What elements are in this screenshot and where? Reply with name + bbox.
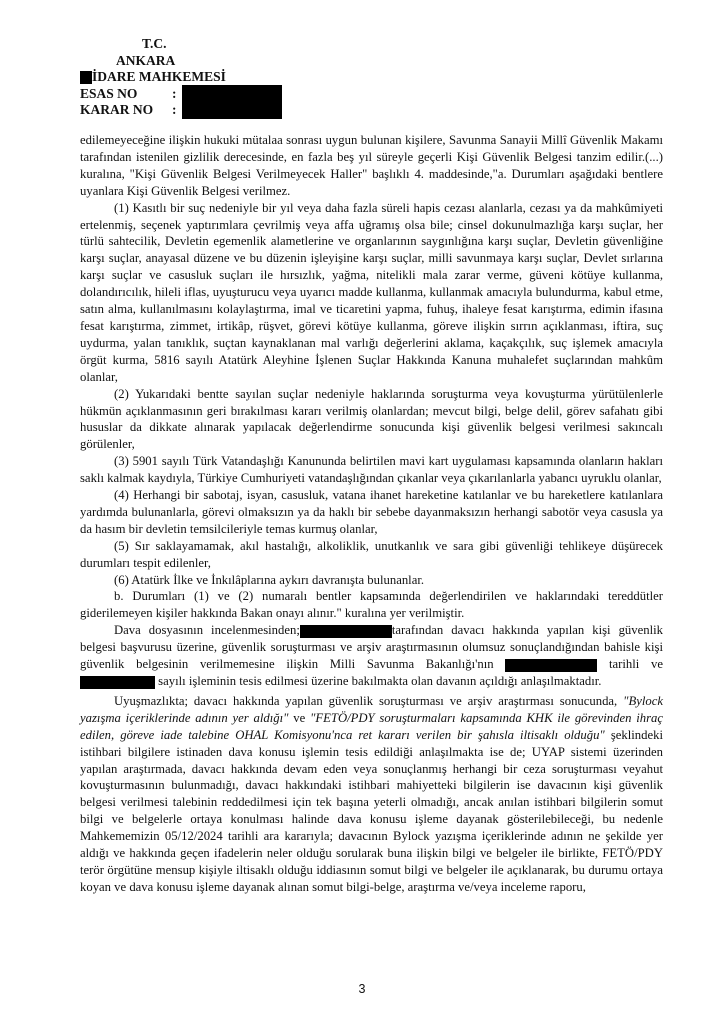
text-span: ve [293, 710, 306, 725]
redaction-block [80, 71, 92, 84]
paragraph: (6) Atatürk İlke ve İnkılâplarına aykırı davranışta bulunanlar. [114, 572, 425, 587]
text-span: tarafından davacı hakkında yapılan kişi güvenlik belgesi başvurusu üzerine, güvenlik soruşturması ve arşiv araştırmasının olumsuz sonuçlandığından bahisle kişi güvenlik belgesinin verilmemesine ilişkin Milli Savunma Bakanlığı'nın [80, 623, 663, 672]
paragraph [80, 693, 663, 896]
redaction-block [182, 85, 282, 102]
redaction-block [300, 625, 392, 638]
redaction-block [80, 676, 155, 689]
text-span: Uyuşmazlıkta; davacı hakkında yapılan güvenlik soruşturması ve arşiv araştırması sonucunda, [114, 693, 618, 708]
paragraph: edilemeyeceğine ilişkin hukuki mütalaa sonrası uygun bulunan kişilere, Savunma Sanayii Millî Güvenlik Makamı tarafından istenilen gizlilik derecesinde, en fazla beş yıl süreyle geçerli Kişi Güvenlik Belgesi tanzim edilir.(...) kuralına, "Kişi Güvenlik Belgesi Verilmeyecek Haller" başlıklı 4. maddesinde,"a. Durumları aşağıdaki bentlere uyanlara Kişi Güvenlik Belgesi verilmez. [80, 133, 663, 198]
text-span: sayılı işleminin tesis edilmesi üzerine bakılmakta olan davanın açıldığı anlaşılmaktadır. [158, 674, 602, 688]
redaction-block [505, 659, 597, 672]
karar-colon: : [172, 102, 177, 117]
paragraph: (4) Herhangi bir sabotaj, isyan, casusluk, vatana ihanet hareketine katılanlar ve bu hareketlere katılanlara yardımda bulunanlarla, görevi olmaksızın ya da haklı bir sebebe dayanmaksızın herhangi sabotör veya casusla ya da hasım bir devletin temsilcileriyle temas kurmuş olanlar, [80, 488, 663, 536]
paragraph: (3) 5901 sayılı Türk Vatandaşlığı Kanununda belirtilen mavi kart uygulaması kapsamında olanların hakları saklı kalmak kaydıyla, Türkiye Cumhuriyeti vatandaşlığından çıkanlar veya çıkarılanlarla yabancı uyruklu olanlar, [80, 454, 663, 486]
karar-label: KARAR NO [80, 102, 154, 117]
document-body [80, 132, 663, 896]
paragraph: (1) Kasıtlı bir suç nedeniyle bir yıl veya daha fazla süreli hapis cezası alanlarla, cezası ya da mahkûmiyeti ertelenmiş, seçenek yaptırımlara çevrilmiş veya affa uğramış olsa bile; cinsel dokunulmazlığa karşı suçlar, her türlü sahtecilik, Devletin egemenlik alametlerine ve organlarının saygınlığına karşı suçlar, Devletin güvenliğine karşı suçlar, anayasal düzene ve bu düzenin işleyişine karşı suçlar, milli savunmaya karşı suçlar, Devlet sırlarına karşı suçlar ve casusluk suçları ile hırsızlık, yağma, nitelikli mala zarar verme, güveni kötüye kullanma, dolandırıcılık, hileli iflas, uyuşturucu veya uyarıcı madde kullanma, kullanmak amacıyla bulundurma, kabul etme, satın alma, kullanılmasını kolaylaştırma, imal ve ticaretini yapma, fuhuş, ihaleye fesat karıştırma, edimin ifasına fesat karıştırma, zimmet, irtikâp, rüşvet, görevi kötüye kullanma, göreve ilişkin sırrın açıklanması, iftira, suç uydurma, yalan tanıklık, suçtan kaynaklanan mal varlığı değerlerini aklama, kaçakçılık, suç işlemek amacıyla örgüt kurma, 5816 sayılı Atatürk Aleyhine İşlenen Suçlar Hakkında Kanuna muhalefet suçlarından mahkûm olanlar, [80, 200, 663, 384]
text-span: Dava dosyasının incelenmesinden; [114, 623, 300, 638]
page-number: 3 [358, 982, 366, 996]
text-span: tarihli ve [609, 657, 663, 672]
paragraph: (2) Yukarıdaki bentte sayılan suçlar nedeniyle haklarında soruşturma veya kovuşturma yürütülenlerle hükmün açıklanmasının geri bırakılması kararı verilmiş olanlardan; mevcut bilgi, belge delil, görev safahatı gibi hususlar da dikkate alınarak yapılacak değerlendirme sonucunda kişi güvenlik belgesi verilmesi sakıncalı görülenler, [80, 386, 663, 452]
header-city: ANKARA [116, 52, 176, 68]
text-span: şeklindeki istihbari bilgilere istinaden dava konusu işlemin tesis edildiği anlaşılmakta ise de; UYAP sistemi üzerinden yapılan araştırmada, davacı hakkında devam eden veya sonuçlanmış herhangi bir ceza soruşturması veyahut kovuşturmasının bulunmadığı, davacı hakkındaki istihbari mahiyetteki bilgilerin ise davacının kişi güvenlik belgesi verilmesi talebinin reddedilmesi için tek başına yeterli olmadığı, ancak anılan istihbari bilgilerin somut bilgi ve belgelerle ortaya konulması halinde dava konusu işleme dayanak gösterilebileceği, bu nedenle Mahkememizin 05/12/2024 tarihli ara kararıyla; davacının Bylock yazışma içeriklerinde adının ne şekilde yer aldığı ve hakkında geçen ifadelerin neler olduğu sorularak buna ilişkin bilgi ve belgeler ile birlikte, FETÖ/PDY terör örgütüne mensup kişiyle iltisaklı olduğu iddiasının somut bilgi ve belgeler ile açıklanarak, bu durumu ortaya koyan ve dava konusu işleme dayanak alınan somut bilgi-belge, araştırma ve/veya inceleme raporu, [80, 727, 663, 894]
esas-colon: : [172, 85, 177, 101]
header-esas-line [80, 86, 380, 103]
italic-quote: "Bylock yazışma içeriklerinde adının yer aldığı" [80, 693, 663, 725]
paragraph: (5) Sır saklayamamak, akıl hastalığı, alkoliklik, unutkanlık ve sara gibi güvenliği tehlikeye düşürecek durumları tespit edilenler, [80, 538, 663, 570]
header-karar-line [80, 102, 380, 119]
esas-label: ESAS NO [80, 85, 138, 101]
paragraph: b. Durumları (1) ve (2) numaralı bentler kapsamında değerlendirilen ve haklarındaki tereddütler giderilemeyen kişiler hakkında Bakan onayı alınır." kuralına yer verilmiştir. [80, 589, 663, 621]
header-court: İDARE MAHKEMESİ [92, 69, 226, 84]
document-header [80, 36, 380, 119]
header-tc: T.C. [142, 36, 167, 51]
paragraph [80, 622, 663, 690]
header-court-line [80, 69, 380, 86]
redaction-block [182, 102, 282, 119]
italic-quote: "FETÖ/PDY soruşturmaları kapsamında KHK ile görevinden ihraç edilen, göreve iade talebine OHAL Komisyonu'nca ret kararı verilen bir şahısla iltisaklı olduğu" [80, 710, 664, 742]
